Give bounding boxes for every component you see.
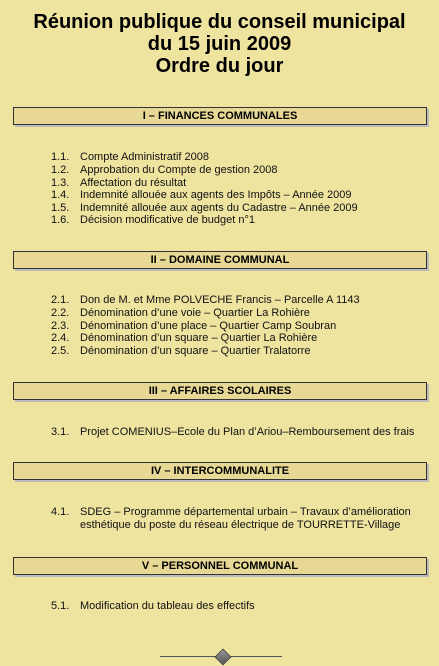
item-text: Dénomination d’un square – Quartier Tralatorre (80, 345, 311, 357)
item-number: 4.1. (51, 506, 70, 518)
item-text: Indemnité allouée aux agents des Impôts – Année 2009 (80, 189, 352, 201)
item-number: 2.1. (51, 294, 70, 306)
agenda-item (51, 189, 352, 202)
agenda-item (51, 332, 317, 345)
item-text-continued: esthétique du poste du réseau électrique de TOURRETTE-Village (80, 519, 401, 531)
section-header-domaine: II – DOMAINE COMMUNAL (13, 251, 427, 269)
item-number: 3.1. (51, 426, 70, 438)
item-text: Approbation du Compte de gestion 2008 (80, 164, 278, 176)
item-text: Don de M. et Mme POLVECHE Francis – Parcelle A 1143 (80, 294, 360, 306)
item-number: 2.2. (51, 307, 70, 319)
item-text: SDEG – Programme départemental urbain – Travaux d’amélioration (80, 506, 411, 518)
footer-ornament (0, 648, 439, 664)
title-line-3: Ordre du jour (155, 55, 284, 77)
item-number: 1.3. (51, 177, 70, 189)
item-number: 1.1. (51, 151, 70, 163)
section-header-intercommunalite: IV – INTERCOMMUNALITE (13, 462, 427, 480)
item-text: Décision modificative de budget n°1 (80, 214, 256, 226)
title-line-1: Réunion publique du conseil municipal (33, 11, 406, 33)
item-number: 2.4. (51, 332, 70, 344)
item-number: 5.1. (51, 600, 70, 612)
item-text: Projet COMENIUS–Ecole du Plan d’Ariou–Remboursement des frais (80, 426, 415, 438)
title-line-2: du 15 juin 2009 (147, 33, 292, 55)
agenda-item (51, 164, 278, 177)
agenda-item (51, 426, 414, 439)
agenda-item (51, 345, 311, 358)
item-text: Dénomination d’une place – Quartier Camp Soubran (80, 320, 337, 332)
agenda-item (51, 307, 310, 320)
agenda-item (51, 294, 360, 307)
item-number: 1.5. (51, 202, 70, 214)
item-text: Dénomination d’un square – Quartier La Rohière (80, 332, 318, 344)
item-number: 1.4. (51, 189, 70, 201)
diamond-icon (215, 649, 232, 666)
section-header-personnel: V – PERSONNEL COMMUNAL (13, 557, 427, 575)
section-header-finances: I – FINANCES COMMUNALES (13, 107, 427, 125)
agenda-item (51, 214, 255, 227)
item-number: 2.3. (51, 320, 70, 332)
item-text: Compte Administratif 2008 (80, 151, 210, 163)
item-text: Affectation du résultat (80, 177, 187, 189)
agenda-item (51, 506, 411, 532)
document-title (0, 11, 439, 77)
agenda-item (51, 600, 255, 613)
item-text: Modification du tableau des effectifs (80, 600, 255, 612)
section-header-affaires-scolaires: III – AFFAIRES SCOLAIRES (13, 382, 427, 400)
item-text: Dénomination d’une voie – Quartier La Rohière (80, 307, 310, 319)
item-number: 2.5. (51, 345, 70, 357)
item-text: Indemnité allouée aux agents du Cadastre – Année 2009 (80, 202, 358, 214)
item-number: 1.2. (51, 164, 70, 176)
item-number: 1.6. (51, 214, 70, 226)
agenda-item (51, 151, 209, 164)
